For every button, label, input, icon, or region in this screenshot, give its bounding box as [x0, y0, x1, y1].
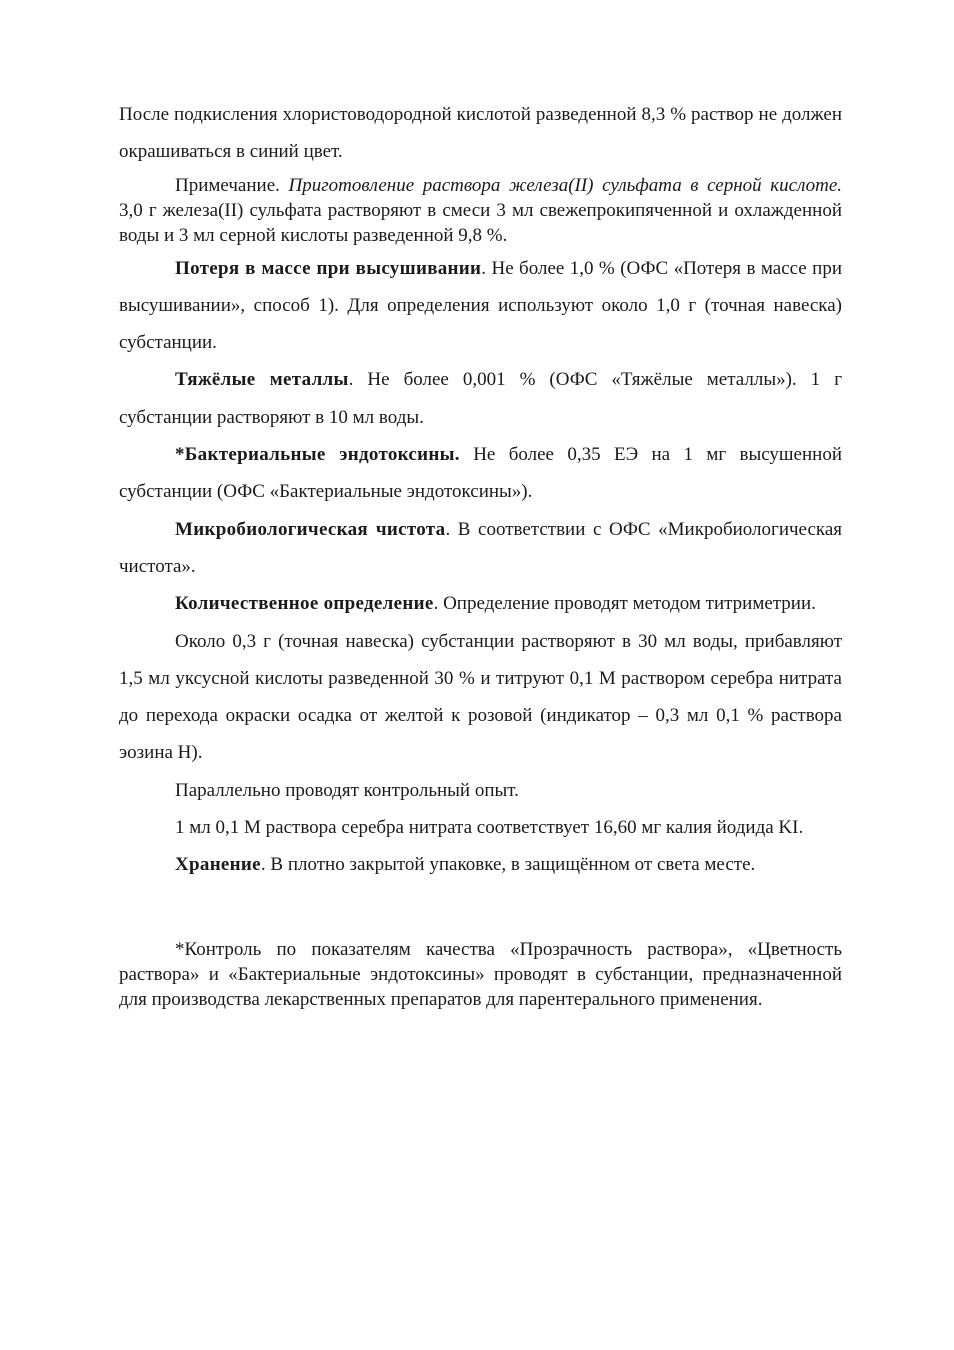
heavy-metals-heading: Тяжёлые металлы [175, 369, 349, 391]
loss-on-drying-heading: Потеря в массе при высушивании [175, 257, 482, 279]
heavy-metals-paragraph [119, 361, 842, 436]
endotoxins-paragraph [119, 436, 842, 511]
note-italic-title: Приготовление раствора железа(II) сульфата в серной кислоте. [288, 174, 842, 196]
acidification-paragraph: После подкисления хлористоводородной кислотой разведенной 8,3 % раствор не должен окрашиваться в синий цвет. [119, 104, 842, 163]
document-page [119, 96, 842, 1012]
equivalence-paragraph: 1 мл 0,1 М раствора серебра нитрата соответствует 16,60 мг калия йодида KI. [175, 817, 804, 839]
endotoxins-heading: *Бактериальные эндотоксины. [175, 444, 460, 466]
heavy-metals-text: . Не более 0,001 % (ОФС «Тяжёлые металлы»). 1 г субстанции растворяют в 10 мл воды. [119, 369, 842, 428]
note-label: Примечание. [175, 174, 280, 196]
storage-paragraph [119, 846, 842, 883]
assay-heading: Количественное определение [175, 593, 434, 615]
microbiological-purity-paragraph [119, 511, 842, 586]
microbiological-purity-heading: Микробиологическая чистота [175, 518, 446, 540]
endotoxins-text: Не более 0,35 ЕЭ на 1 мг высушенной субстанции (ОФС «Бактериальные эндотоксины»). [119, 444, 842, 503]
control-experiment-paragraph: Параллельно проводят контрольный опыт. [175, 779, 519, 801]
loss-on-drying-text: . Не более 1,0 % (ОФС «Потеря в массе при высушивании», способ 1). Для определения используют около 1,0 г (точная навеска) субстанции. [119, 257, 842, 354]
footnote-paragraph: *Контроль по показателям качества «Прозрачность раствора», «Цветность раствора» и «Бактериальные эндотоксины» проводят в субстанции, предназначенной для производства лекарственных препаратов для парентерального применения. [119, 938, 842, 1010]
assay-text: . Определение проводят методом титриметрии. [433, 593, 816, 615]
assay-procedure-paragraph: Около 0,3 г (точная навеска) субстанции растворяют в 30 мл воды, прибавляют 1,5 мл уксусной кислоты разведенной 30 % и титруют 0,1 М раствором серебра нитрата до перехода окраски осадка от желтой к розовой (индикатор – 0,3 мл 0,1 % раствора эозина Н). [119, 630, 842, 764]
storage-heading: Хранение [175, 854, 261, 876]
loss-on-drying-paragraph [119, 250, 842, 362]
note-text: 3,0 г железа(II) сульфата растворяют в смеси 3 мл свежепрокипяченной и охлажденной воды и 3 мл серной кислоты разведенной 9,8 %. [119, 199, 842, 246]
note-paragraph [119, 173, 842, 248]
assay-paragraph [119, 585, 842, 622]
storage-text: . В плотно закрытой упаковке, в защищённом от света месте. [260, 854, 756, 876]
microbiological-purity-text: . В соответствии с ОФС «Микробиологическая чистота». [119, 518, 842, 577]
